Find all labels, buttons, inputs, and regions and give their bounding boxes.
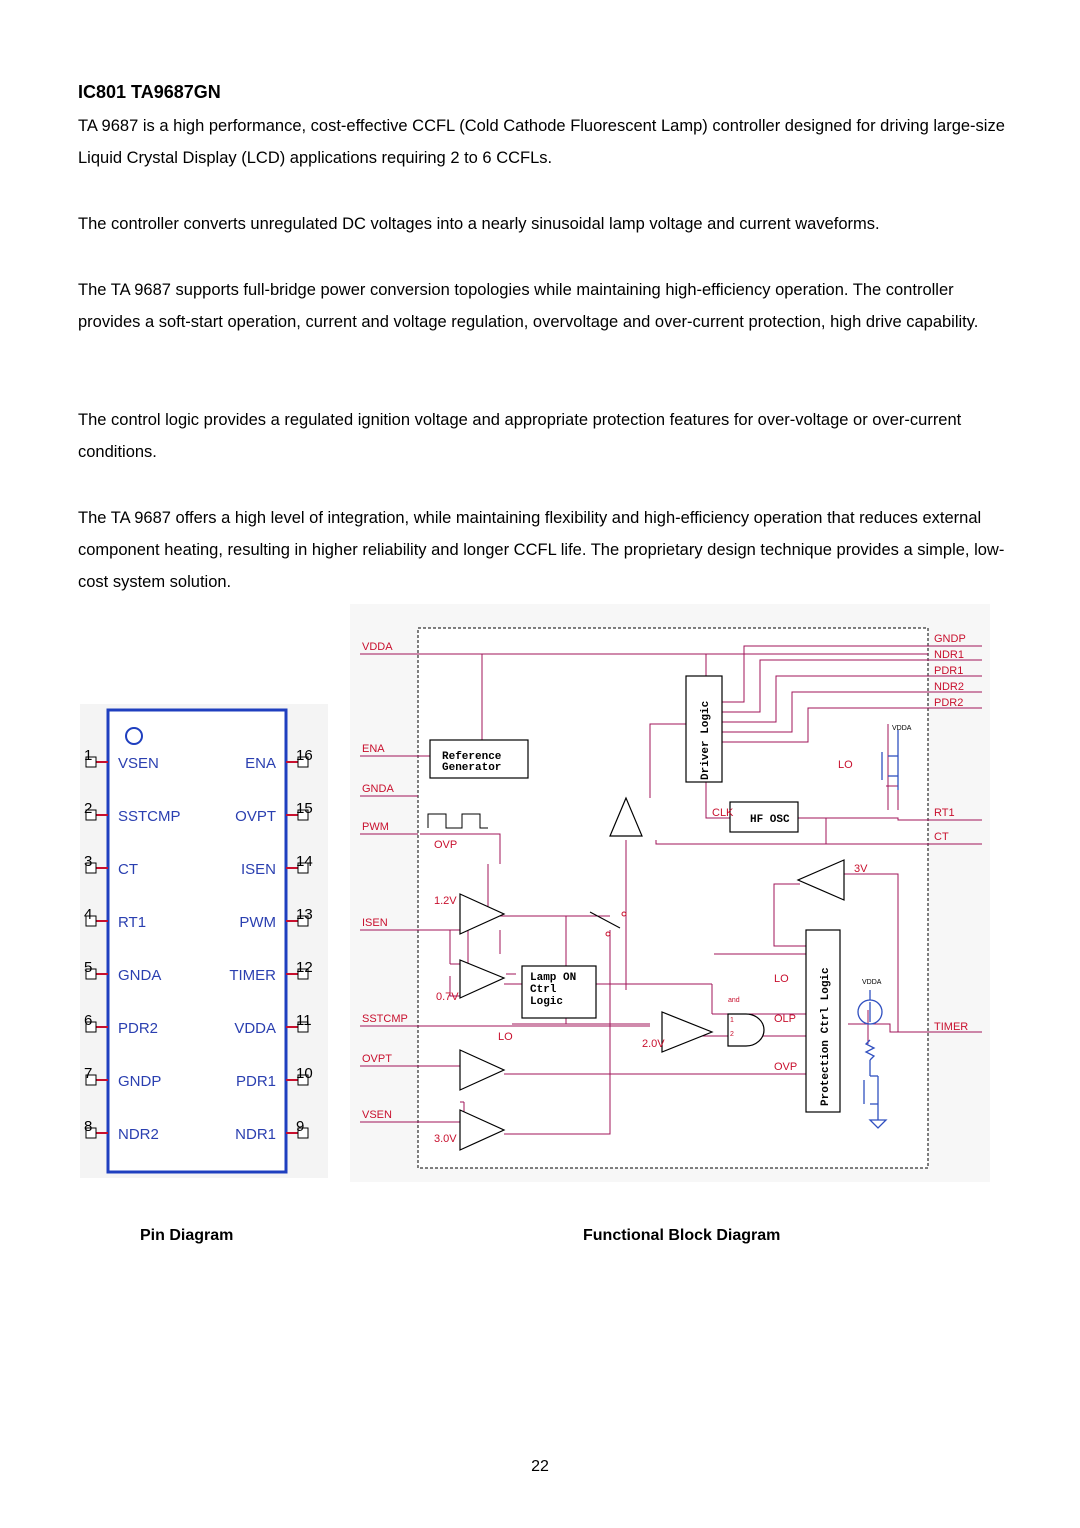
ref-2v0-label: 2.0V [642,1038,665,1050]
ref-3v-label: 3V [854,863,868,875]
ovp-label: OVP [774,1061,798,1073]
pdr2-pin-label: PDR2 [934,697,964,709]
reference-label: Reference [442,751,502,763]
pin-name-isen: ISEN [240,861,276,878]
pin-diagram [76,700,332,1182]
gndp-pin-label: GNDP [934,633,966,645]
pin-number: 16 [296,747,313,764]
pin-name-ena: ENA [245,755,276,772]
block-diagram-caption: Functional Block Diagram [583,1227,781,1244]
pin-name-ovpt: OVPT [235,808,276,825]
pin-number: 5 [84,959,93,976]
paragraph-4: The control logic provides a regulated ignition voltage and appropriate protection features for over-voltage or over-current conditions. [78,411,962,461]
pin-number: 8 [84,1118,93,1135]
generator-label: Generator [442,762,502,774]
vdda-pin-label: VDDA [362,641,393,653]
clk-label: CLK [712,807,734,819]
pin-diagram-caption: Pin Diagram [140,1227,234,1244]
pin-number: 12 [296,959,313,976]
ovp-label: OVP [434,839,458,851]
chip-boundary [418,628,928,1168]
pin-name-vdda: VDDA [234,1020,276,1037]
ovpt-pin-label: OVPT [362,1053,392,1065]
protection-logic-label: Protection Ctrl Logic [820,967,832,1106]
paragraph-2: The controller converts unregulated DC voltages into a nearly sinusoidal lamp voltage and current waveforms. [78,215,880,233]
pin-name-ndr1: NDR1 [235,1126,276,1143]
pin-name-rt1: RT1 [118,914,147,931]
lamp-on-label: Lamp ON [530,972,577,984]
pin-name-gnda: GNDA [118,967,162,984]
pin-name-sstcmp: SSTCMP [118,808,181,825]
pin-name-ct: CT [118,861,138,878]
pin-number: 13 [296,906,313,923]
pdr1-pin-label: PDR1 [934,665,964,677]
olp-label: OLP [774,1013,797,1025]
pin-name-vsen: VSEN [118,755,159,772]
lo-label: LO [498,1031,513,1043]
paragraph-1: TA 9687 is a high performance, cost-effective CCFL (Cold Cathode Fluorescent Lamp) controller designed for driving large-size Liquid Crystal Display (LCD) applications requiring 2 to 6 CCFLs. [78,117,1005,167]
paragraph-5: The TA 9687 offers a high level of integration, while maintaining flexibility and high-efficiency operation that reduces external component heating, resulting in higher reliability and longer CCFL life. The proprietary design technique provides a simple, low-cost system solution. [78,509,1005,591]
pin-name-pwm: PWM [239,914,276,931]
sstcmp-pin-label: SSTCMP [362,1013,408,1025]
page-number: 22 [531,1458,549,1475]
and-input-2: 2 [730,1031,734,1038]
pin-number: 6 [84,1012,93,1029]
and-input-1: 1 [730,1017,734,1024]
driver-logic-label: Driver Logic [700,700,712,780]
hf-osc-label: HF OSC [750,814,790,826]
pin-number: 1 [84,747,93,764]
vdda-inner-label-2: VDDA [862,979,882,986]
lo-label: LO [838,759,853,771]
pin-name-pdr2: PDR2 [118,1020,159,1037]
page-title: IC801 TA9687GN [78,82,221,102]
ref-0v7-label: 0.7V [436,991,459,1003]
pwm-pin-label: PWM [362,821,389,833]
vdda-inner-label: VDDA [892,725,912,732]
ctrl-label: Ctrl [530,984,557,996]
timer-pin-label: TIMER [934,1021,969,1033]
isen-pin-label: ISEN [362,917,388,929]
pin-number: 2 [84,800,93,817]
gnda-pin-label: GNDA [362,783,394,795]
pin-number: 4 [84,906,93,923]
pin-number: 9 [296,1118,305,1135]
ndr2-pin-label: NDR2 [934,681,964,693]
pin-name-timer: TIMER [229,967,276,984]
pin-number: 3 [84,853,93,870]
ref-1v2-label: 1.2V [434,895,457,907]
ct-pin-label: CT [934,831,949,843]
lo-label: LO [774,973,789,985]
pin-number: 10 [296,1065,313,1082]
ndr1-pin-label: NDR1 [934,649,964,661]
pin-number: 14 [296,853,313,870]
rt1-pin-label: RT1 [934,807,955,819]
ref-3v0-label: 3.0V [434,1133,457,1145]
paragraph-3: The TA 9687 supports full-bridge power conversion topologies while maintaining high-efficiency operation. The controller provides a soft-start operation, current and voltage regulation, overvoltage and over-current protection, high drive capability. [78,281,979,331]
pin-number: 11 [296,1012,312,1029]
logic-label: Logic [530,996,564,1008]
ic-package [108,710,286,1172]
pin-number: 15 [296,800,313,817]
functional-block-diagram [350,604,990,1182]
ena-pin-label: ENA [362,743,385,755]
pin-name-pdr1: PDR1 [235,1073,276,1090]
pin-name-ndr2: NDR2 [118,1126,159,1143]
vsen-pin-label: VSEN [362,1109,392,1121]
and-label: and [728,997,740,1004]
pin-number: 7 [84,1065,93,1082]
pin-name-gndp: GNDP [118,1073,162,1090]
